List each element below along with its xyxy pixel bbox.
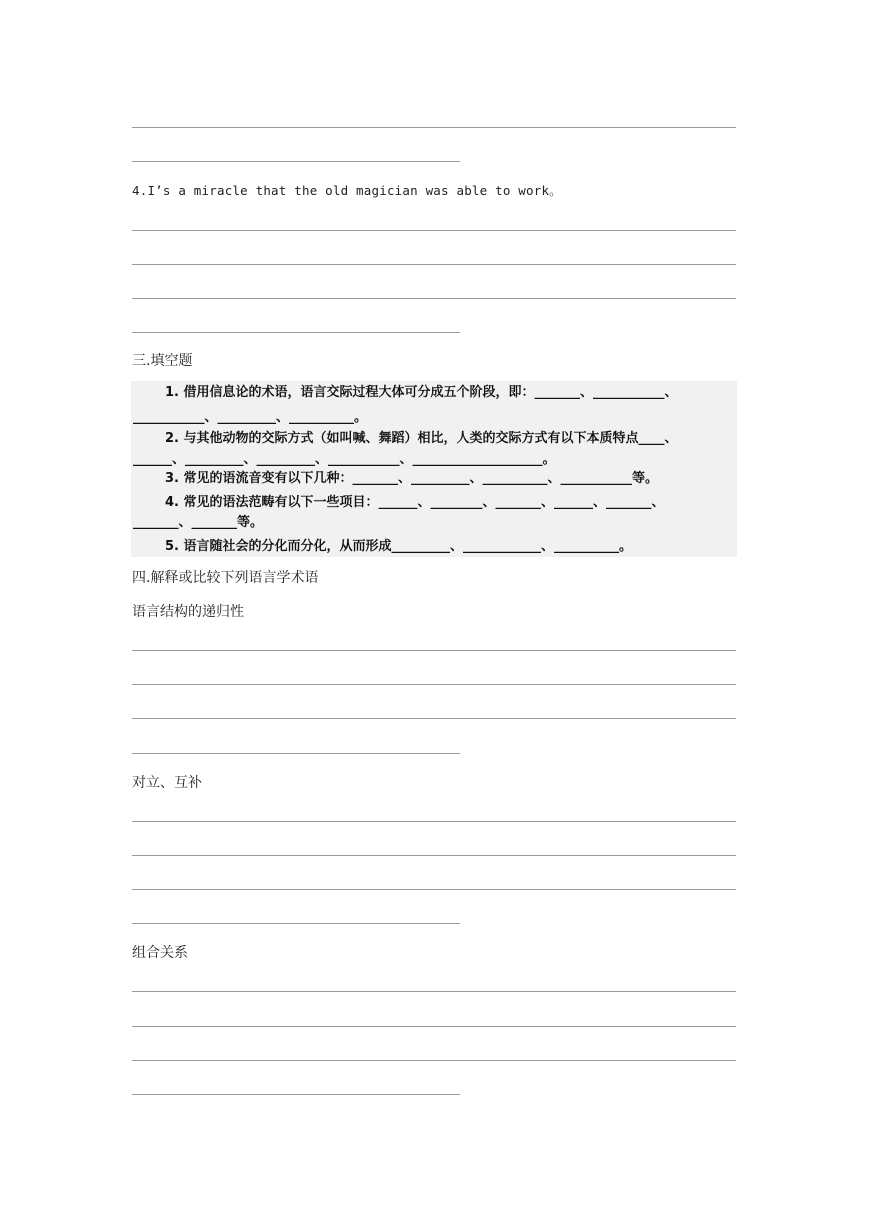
fill-in-q4-line1: 4. 常见的语法范畴有以下一些项目：______、________、_______、______、_______、 (165, 495, 665, 510)
section-3-title: 三.填空题 (132, 353, 193, 369)
answer-line (132, 684, 736, 685)
answer-line (132, 127, 736, 128)
term-heading: 组合关系 (132, 945, 188, 961)
answer-line (132, 889, 736, 890)
fill-in-q2-line2: ______、_________、_________、___________、____________________。 (133, 452, 556, 467)
answer-line (132, 264, 736, 265)
answer-line (132, 230, 736, 231)
answer-line (132, 923, 460, 924)
fill-in-q5: 5. 语言随社会的分化而分化，从而形成_________、____________、__________。 (165, 539, 633, 554)
answer-line (132, 1026, 736, 1027)
answer-line (132, 753, 460, 754)
answer-line (132, 991, 736, 992)
answer-line (132, 821, 736, 822)
answer-line (132, 650, 736, 651)
fill-in-q1-line1: 1. 借用信息论的术语，语言交际过程大体可分成五个阶段，即：_______、___________、 (165, 385, 678, 400)
answer-line (132, 332, 460, 333)
section-4-title: 四.解释或比较下列语言学术语 (132, 570, 319, 586)
fill-in-q1-line2: ___________、_________、__________。 (133, 410, 368, 425)
scanned-fill-in-questions (131, 381, 737, 557)
term-heading: 对立、互补 (132, 775, 202, 791)
answer-line (132, 298, 736, 299)
answer-line (132, 1094, 460, 1095)
fill-in-q4-line2: _______、_______等。 (133, 515, 264, 530)
answer-line (132, 718, 736, 719)
fill-in-q3: 3. 常见的语流音变有以下几种：_______、_________、__________、___________等。 (165, 471, 659, 486)
fill-in-q2-line1: 2. 与其他动物的交际方式（如叫喊、舞蹈）相比，人类的交际方式有以下本质特点____、 (165, 431, 678, 446)
answer-line (132, 855, 736, 856)
answer-line (132, 161, 460, 162)
answer-line (132, 1060, 736, 1061)
question-4: 4.I’s a miracle that the old magician was able to work。 (132, 183, 562, 198)
term-heading: 语言结构的递归性 (132, 604, 244, 620)
